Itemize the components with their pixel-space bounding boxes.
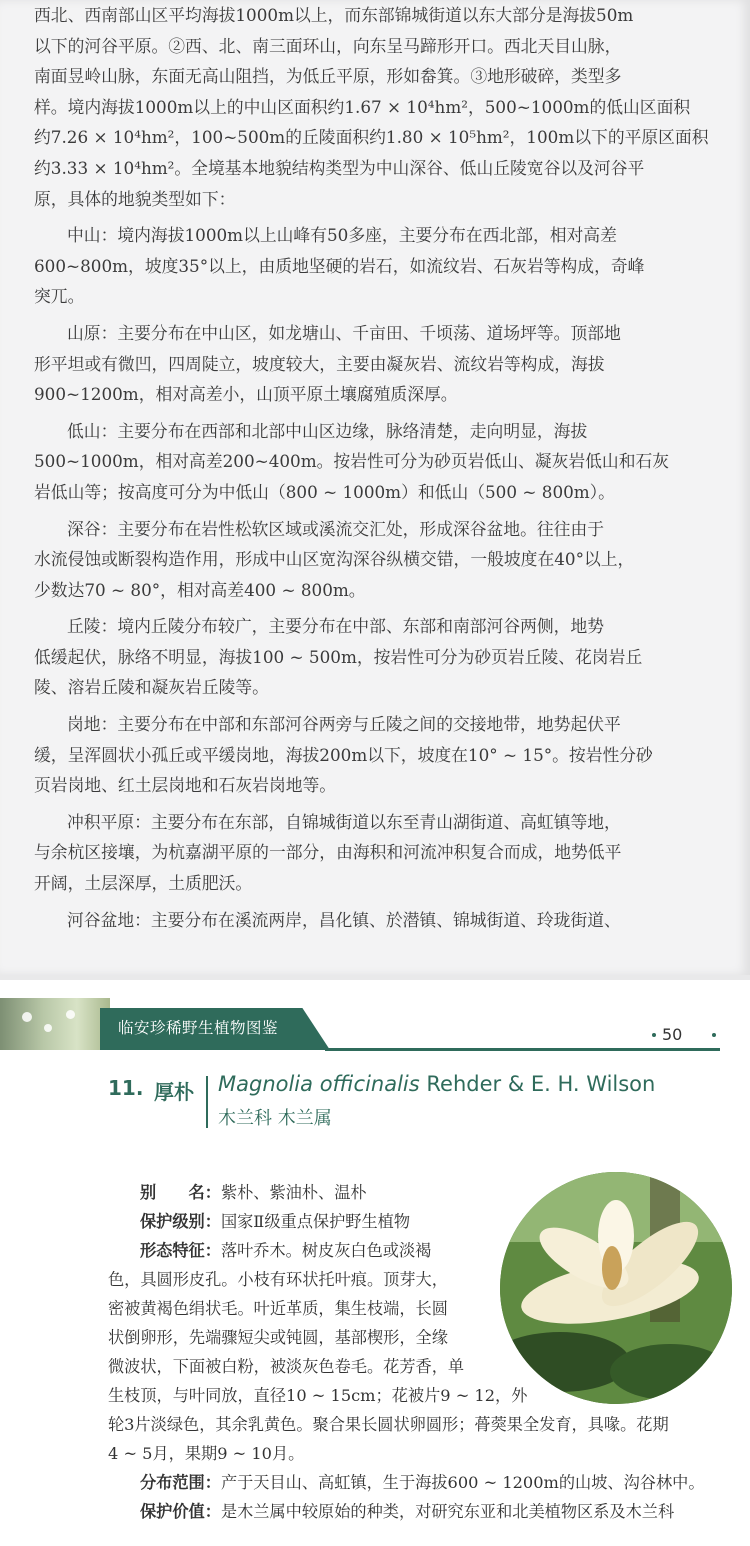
paragraph-gangdi	[34, 709, 714, 801]
field-alias	[140, 1178, 367, 1207]
entry-family-genus: 木兰科 木兰属	[218, 1108, 332, 1129]
field-distribution	[140, 1468, 705, 1497]
morphology-line: 密被黄褐色绢状毛。叶近革质，集生枝端，长圆	[108, 1299, 448, 1318]
text-line: 与余杭区接壤，为杭嘉湖平原的一部分，由海积和河流冲积复合而成，地势低平	[34, 842, 622, 863]
text-line: 样。境内海拔1000m以上的中山区面积约1.67 × 10⁴hm²，500~1000m的低山区面积	[34, 96, 691, 117]
morphology-line: 生枝顶，与叶同放，直径10 ~ 15cm；花被片9 ~ 12，外	[108, 1386, 528, 1405]
page-number: 50	[662, 1025, 683, 1044]
text-line: 水流侵蚀或断裂构造作用，形成中山区宽沟深谷纵横交错，一般坡度在40°以上，	[34, 549, 635, 570]
text-line: 岩低山等；按高度可分为中低山（800 ~ 1000m）和低山（500 ~ 800m）。	[34, 481, 615, 502]
morphology-label: 形态特征：	[140, 1241, 221, 1260]
latin-binomial: Magnolia officinalis	[218, 1072, 420, 1096]
text-line: 陵、溶岩丘陵和凝灰岩丘陵等。	[34, 677, 269, 698]
paragraph-chongjipingyuan	[34, 807, 714, 899]
value-label: 保护价值：	[140, 1502, 221, 1521]
entry-number: 11.	[108, 1076, 144, 1100]
text-line: 原，具体的地貌类型如下：	[34, 188, 236, 209]
value-text: 是木兰属中较原始的种类，对研究东亚和北美植物区系及木兰科	[220, 1502, 675, 1521]
protection-label: 保护级别：	[140, 1212, 221, 1231]
paragraph-dishan	[34, 416, 714, 508]
morphology-line: 落叶乔木。树皮灰白色或淡褐	[220, 1241, 432, 1260]
upper-page-text	[34, 0, 714, 935]
text-line: 少数达70 ~ 80°，相对高差400 ~ 800m。	[34, 579, 366, 600]
distribution-label: 分布范围：	[140, 1473, 221, 1492]
text-line: 600~800m，坡度35°以上，由质地坚硬的岩石，如流纹岩、石灰岩等构成，奇峰	[34, 255, 645, 276]
text-line: 形平坦或有微凹，四周陡立，坡度较大，主要由凝灰岩、流纹岩等构成，海拔	[34, 353, 605, 374]
text-line: 丘陵：境内丘陵分布较广，主要分布在中部、东部和南部河谷两侧，地势	[67, 616, 605, 637]
alias-label: 别 名：	[140, 1183, 221, 1202]
text-line: 以下的河谷平原。②西、北、南三面环山，向东呈马蹄形开口。西北天目山脉，	[34, 35, 622, 56]
field-protection-level	[140, 1207, 410, 1236]
text-line: 缓，呈浑圆状小孤丘或平缓岗地，海拔200m以下，坡度在10° ~ 15°。按岩性分砂	[34, 744, 653, 765]
alias-value: 紫朴、紫油朴、温朴	[220, 1183, 367, 1202]
paragraph-shanyuan	[34, 318, 714, 410]
text-line: 500~1000m，相对高差200~400m。按岩性可分为砂页岩低山、凝灰岩低山和石灰	[34, 451, 670, 472]
text-line: 冲积平原：主要分布在东部，自锦城街道以东至青山湖街道、高虹镇等地，	[67, 811, 621, 832]
text-line: 约7.26 × 10⁴hm²，100~500m的丘陵面积约1.80 × 10⁵hm²，100m以下的平原区面积	[34, 127, 709, 148]
morphology-line: 4 ~ 5月，果期9 ~ 10月。	[108, 1444, 305, 1463]
text-line: 900~1200m，相对高差小，山顶平原土壤腐殖质深厚。	[34, 384, 458, 405]
book-title: 临安珍稀野生植物图鉴	[118, 1019, 279, 1037]
paragraph-zhongshan	[34, 220, 714, 312]
text-line: 页岩岗地、红土层岗地和石灰岩岗地等。	[34, 775, 337, 796]
paragraph-heguependi	[34, 905, 714, 936]
text-line: 低缓起伏，脉络不明显，海拔100 ~ 500m，按岩性可分为砂页岩丘陵、花岗岩丘	[34, 646, 643, 667]
text-line: 中山：境内海拔1000m以上山峰有50多座，主要分布在西北部，相对高差	[67, 225, 617, 246]
header-flower-photo	[0, 998, 110, 1050]
protection-value: 国家Ⅱ级重点保护野生植物	[220, 1212, 411, 1231]
morphology-line: 色，具圆形皮孔。小枝有环状托叶痕。顶芽大，	[108, 1270, 448, 1289]
text-line: 西北、西南部山区平均海拔1000m以上，而东部锦城街道以东大部分是海拔50m	[34, 5, 634, 25]
page-number-dot	[712, 1033, 716, 1037]
text-line: 山原：主要分布在中山区，如龙塘山、千亩田、千顷荡、道场坪等。顶部地	[67, 322, 621, 343]
distribution-value: 产于天目山、高虹镇，生于海拔600 ~ 1200m的山坡、沟谷林中。	[220, 1473, 705, 1492]
latin-author: Rehder & E. H. Wilson	[426, 1072, 656, 1096]
text-line: 低山：主要分布在西部和北部中山区边缘，脉络清楚，走向明显，海拔	[67, 420, 588, 441]
header-rule	[325, 1048, 720, 1051]
entry-scientific-name	[218, 1072, 655, 1096]
text-line: 开阔，土层深厚，土质肥沃。	[34, 873, 253, 894]
entry-separator	[206, 1076, 208, 1128]
text-line: 河谷盆地：主要分布在溪流两岸，昌化镇、於潜镇、锦城街道、玲珑街道、	[67, 909, 621, 930]
magnolia-flower-photo	[500, 1172, 732, 1404]
field-protection-value	[140, 1497, 674, 1526]
morphology-line: 轮3片淡绿色，其余乳黄色。聚合果长圆状卵圆形；蓇葖果全发育，具喙。花期	[108, 1415, 669, 1434]
running-header	[0, 998, 750, 1050]
text-line: 约3.33 × 10⁴hm²。全境基本地貌结构类型为中山深谷、低山丘陵宽谷以及河谷平	[34, 157, 645, 178]
text-line: 深谷：主要分布在岩性松软区域或溪流交汇处，形成深谷盆地。往往由于	[67, 518, 605, 539]
intro-paragraph	[34, 0, 714, 214]
page-number-dot	[652, 1033, 656, 1037]
entry-chinese-name: 厚朴	[154, 1080, 194, 1104]
text-line: 突兀。	[34, 286, 85, 307]
lower-book-page	[0, 980, 750, 1546]
text-line: 南面昱岭山脉，东面无高山阻挡，为低丘平原，形如畚箕。③地形破碎，类型多	[34, 66, 622, 87]
text-line: 岗地：主要分布在中部和东部河谷两旁与丘陵之间的交接地带，地势起伏平	[67, 714, 621, 735]
field-morphology	[140, 1236, 431, 1265]
morphology-line: 微波状，下面被白粉，被淡灰色卷毛。花芳香，单	[108, 1357, 465, 1376]
morphology-line: 状倒卵形，先端骤短尖或钝圆，基部楔形，全缘	[108, 1328, 448, 1347]
paragraph-shengu	[34, 514, 714, 606]
paragraph-qiuling	[34, 611, 714, 703]
